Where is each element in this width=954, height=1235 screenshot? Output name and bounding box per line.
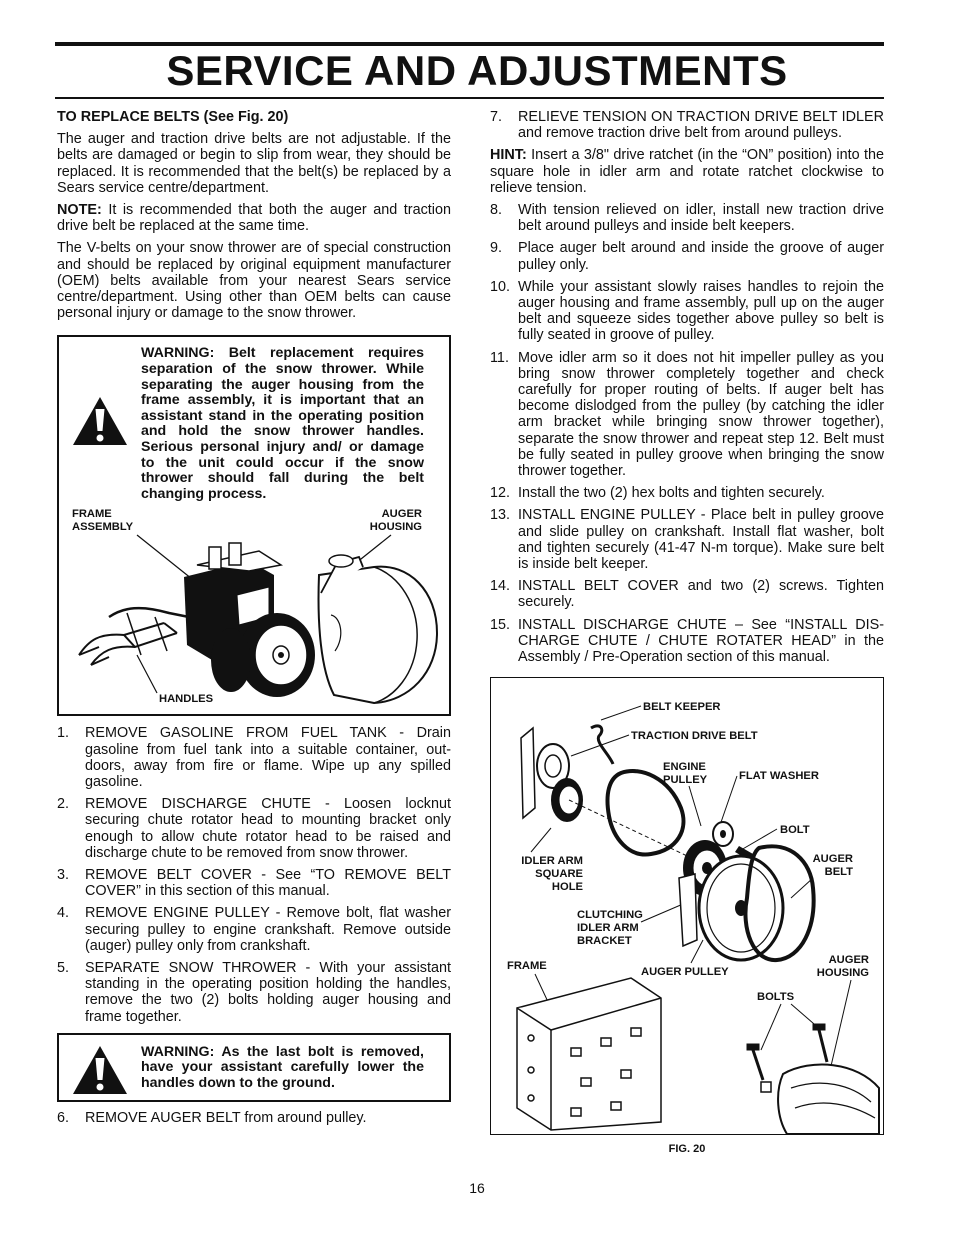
auger-pulley-drawing — [699, 856, 783, 960]
step-text: REMOVE DISCHARGE CHUTE - Loosen locknut securing chute rotator head to mounting bracket only enough to allow chute rotator head to be raised and discharge chute to be removed from snow thrower. — [85, 796, 451, 861]
step-text: SEPARATE SNOW THROWER - With your assistant standing in the operating position holding the handles, remove the two (2) bolts holding auger housing and frame together. — [85, 960, 451, 1025]
intro-paragraph-1: The auger and traction drive belts are not adjustable. If the belts are damaged or begin to slip from wear, they should be replaced. It is recommended that the belt(s) be replaced by a Sears service centre/department. — [57, 131, 451, 196]
step-text: RELIEVE TENSION ON TRACTION DRIVE BELT IDLER and remove traction drive belt from around pulleys. — [518, 109, 884, 142]
steps-list-right — [490, 202, 884, 665]
step-text: INSTALL ENGINE PULLEY - Place belt in pulley groove and slide pulley on crankshaft. Install flat washer, bolt and tighten securely (41-47 N-m torque). Make sure belt is inside belt keeper. — [518, 507, 884, 573]
step-item — [490, 109, 884, 141]
hint-paragraph — [490, 147, 884, 196]
belt-routing-diagram — [491, 678, 883, 1134]
note-text: It is recommended that both the auger and traction drive belt be replaced at the same time. — [57, 202, 451, 235]
step-number: 14. — [490, 578, 511, 595]
label-frame-assembly-2: ASSEMBLY — [72, 521, 134, 534]
step-text: INSTALL BELT COVER and two (2) screws. Tighten securely. — [518, 578, 884, 611]
label-idler-arm-2: SQUARE — [535, 868, 583, 881]
step-item — [490, 578, 884, 610]
warning-triangle-icon — [71, 1044, 129, 1096]
step-item — [490, 485, 884, 501]
step-item — [57, 960, 451, 1025]
page-number: 16 — [469, 1180, 485, 1196]
label-belt-keeper: BELT KEEPER — [643, 701, 721, 714]
step-number: 15. — [490, 616, 511, 633]
step-item — [57, 1110, 451, 1126]
step-text: REMOVE AUGER BELT from around pulley. — [85, 1109, 367, 1126]
step-item — [57, 905, 451, 954]
step-item — [57, 796, 451, 861]
step-item — [490, 617, 884, 666]
step-text: With tension relieved on idler, install new traction drive belt around pulleys and inside belt keepers. — [518, 202, 884, 235]
label-auger-housing-2: HOUSING — [816, 967, 869, 980]
step-number: 1. — [57, 725, 70, 742]
note-label: NOTE: — [57, 202, 102, 219]
header-rule-bottom — [55, 97, 884, 99]
step-number: 5. — [57, 960, 70, 977]
intro-paragraph-3: The V-belts on your snow thrower are of special construction and should be replaced by original equipment manufacturer (OEM) belts available from your nearest Sears service centre/department. Using other than OEM belts can cause personal injury or damage to the snow thrower. — [57, 240, 451, 322]
label-auger-belt-1: AUGER — [812, 853, 853, 866]
step-item — [490, 240, 884, 272]
label-handles: HANDLES — [159, 693, 214, 706]
left-column — [57, 109, 451, 1132]
step-number: 8. — [490, 202, 503, 219]
step-text: Move idler arm so it does not hit impeller pulley as you bring snow thrower completely together and check carefully for proper routing of belts. If auger belt has become dislodged from the pulley (by catching the idler arm bracket while bringing snow thrower together), separate the snow thrower and repeat step 12. Belt must be fully seated in pulley groove when bringing the snow thrower together. — [518, 349, 884, 480]
step-text: INSTALL DISCHARGE CHUTE – See “INSTALL DIS-CHARGE CHUTE / CHUTE ROTATER HEAD” in the Assembly / Pre-Operation section of this manual. — [518, 616, 884, 666]
page-title: SERVICE AND ADJUSTMENTS — [166, 47, 788, 94]
right-column — [490, 109, 884, 1158]
label-auger-belt-2: BELT — [824, 866, 853, 879]
auger-housing-drawing — [761, 1065, 879, 1134]
step-number: 6. — [57, 1109, 70, 1126]
label-engine-pulley-2: PULLEY — [663, 774, 708, 787]
step-item — [57, 725, 451, 790]
belt-keeper-drawing — [591, 726, 613, 764]
label-auger-housing-2: HOUSING — [369, 521, 422, 534]
step-text: REMOVE GASOLINE FROM FUEL TANK - Drain gasoline from fuel tank into a suitable container, out-doors, away from fire or flame. Wipe up any spilled gasoline. — [85, 725, 451, 791]
clutching-idler-arm-bracket-drawing — [679, 874, 697, 946]
label-auger-pulley: AUGER PULLEY — [641, 966, 729, 979]
steps-list-left-continued — [57, 1110, 451, 1126]
label-clutching-3: BRACKET — [577, 935, 632, 948]
step-number: 10. — [490, 278, 511, 295]
label-clutching-2: IDLER ARM — [577, 922, 639, 935]
warning-triangle-icon — [71, 395, 129, 447]
frame-drawing — [517, 978, 661, 1130]
label-flat-washer: FLAT WASHER — [739, 770, 819, 783]
step-number: 11. — [490, 349, 509, 366]
step-number: 9. — [490, 240, 503, 257]
label-bolt: BOLT — [780, 824, 810, 837]
warning-text: WARNING: As the last bolt is removed, have your assistant carefully lower the handles down to the ground. — [141, 1043, 424, 1092]
step-item — [57, 867, 451, 899]
section-heading: TO REPLACE BELTS (See Fig. 20) — [57, 109, 289, 125]
warning-box-last-bolt — [57, 1033, 451, 1102]
step-item — [490, 279, 884, 344]
step-number: 12. — [490, 485, 511, 502]
auger-housing-drawing — [319, 555, 437, 703]
step-number: 7. — [490, 109, 503, 125]
step-item — [490, 507, 884, 572]
warning-box-belt-replacement — [57, 335, 451, 716]
label-idler-arm-1: IDLER ARM — [521, 855, 583, 868]
warning-text: WARNING: Belt replacement requires separation of the snow thrower. While separating the auger housing from the frame assembly, it is important that an assistant stand in the operating position and hold the snow thrower handles. Serious personal injury and/ or damage to the unit could occur if the snow thrower should fall during the belt changing process. — [141, 345, 424, 502]
hint-text: Insert a 3/8" drive ratchet (in the “ON” position) into the square hole in idler arm and rotate ratchet clockwise to relieve tension. — [490, 147, 884, 196]
step-number: 3. — [57, 867, 70, 884]
figure-20-belt-diagram — [490, 677, 884, 1135]
figure-caption: FIG. 20 — [668, 1143, 706, 1156]
steps-list-right-start — [490, 109, 884, 141]
step-text: Place auger belt around and inside the groove of auger pulley only. — [518, 240, 884, 273]
hint-label: HINT: — [490, 147, 527, 164]
step-text: While your assistant slowly raises handles to rejoin the auger housing and frame assembly, pull up on the auger belt and squeeze sides together above pulley so belt is fully seated in groove of pulley. — [518, 278, 884, 344]
step-text: Install the two (2) hex bolts and tighten securely. — [518, 485, 825, 502]
label-clutching-1: CLUTCHING — [577, 909, 643, 922]
step-text: REMOVE BELT COVER - See “TO REMOVE BELT COVER” in this section of this manual. — [85, 867, 451, 900]
step-item — [490, 202, 884, 234]
step-text: REMOVE ENGINE PULLEY - Remove bolt, flat washer securing pulley to engine crankshaft. Remove outside (auger) pulley only from crankshaft. — [85, 905, 451, 954]
label-engine-pulley-1: ENGINE — [663, 761, 706, 774]
step-number: 2. — [57, 796, 70, 813]
label-frame: FRAME — [507, 960, 547, 973]
step-item — [490, 350, 884, 480]
snow-thrower-separation-illustration — [69, 505, 439, 710]
step-number: 13. — [490, 507, 511, 524]
note-paragraph — [57, 202, 451, 234]
label-frame-assembly-1: FRAME — [72, 508, 112, 521]
label-idler-arm-3: HOLE — [551, 881, 583, 894]
label-auger-housing-1: AUGER — [381, 508, 422, 521]
label-bolts: BOLTS — [757, 991, 795, 1004]
steps-list-left — [57, 725, 451, 1024]
label-auger-housing-1: AUGER — [828, 954, 869, 967]
step-number: 4. — [57, 905, 70, 922]
label-traction-drive-belt: TRACTION DRIVE BELT — [631, 730, 758, 743]
